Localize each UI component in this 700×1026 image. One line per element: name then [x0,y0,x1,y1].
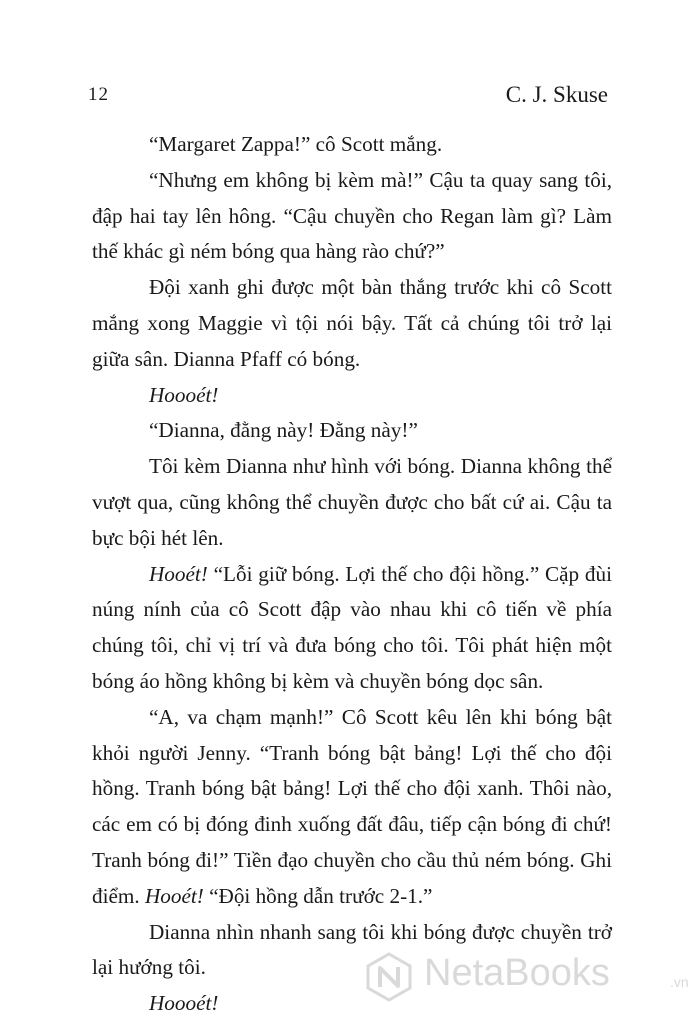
page-number: 12 [88,84,109,105]
paragraph [92,557,612,700]
page-header [0,82,700,112]
text-segment-italic: Hooét! [144,883,204,908]
paragraph [92,378,612,414]
paragraph [92,127,612,163]
watermark-brand-text: NetaBooks [424,952,610,994]
paragraph [92,270,612,377]
paragraph [92,413,612,449]
text-segment: “A, va chạm mạnh!” Cô Scott kêu lên khi bóng bật khỏi người Jenny. “Tranh bóng bật bảng! Lợi thế cho đội hồng. Tranh bóng bật bảng! Lợi thế cho đội xanh. Thôi nào, các em có bị đóng đinh xuống đất đâu, tiếp cận bóng đi chứ! Tranh bóng đi!” Tiền đạo chuyền cho cầu thủ ném bóng. Ghi điểm. [92,704,612,908]
paragraph [92,449,612,556]
text-segment: Dianna nhìn nhanh sang tôi khi bóng được chuyền trở lại hướng tôi. [92,919,612,980]
watermark-tld-text: .vn [670,974,689,990]
text-segment-italic: Hooét! [149,561,208,586]
paragraph [92,163,612,270]
text-segment: “Lỗi giữ bóng. Lợi thế cho đội hồng.” Cặp đùi núng nính của cô Scott đập vào nhau khi cô tiến về phía chúng tôi, chỉ vị trí và đưa bóng cho tôi. Tôi phát hiện một bóng áo hồng không bị kèm và chuyền bóng dọc sân. [92,561,612,693]
text-segment: “Margaret Zappa!” cô Scott mắng. [149,132,443,156]
text-segment: “Dianna, đằng này! Đằng này!” [149,418,418,443]
netabooks-watermark [358,946,688,1006]
paragraph [92,700,612,915]
running-head-author: C. J. Skuse [505,82,608,107]
text-segment: Tôi kèm Dianna như hình với bóng. Dianna không thể vượt qua, cũng không thể chuyền được cho bất cứ ai. Cậu ta bực bội hét lên. [92,454,612,550]
text-segment-italic: Hoooét! [149,382,219,407]
netabooks-logo-icon [364,952,414,1002]
body-text [92,127,612,1022]
text-segment: Đội xanh ghi được một bàn thắng trước khi cô Scott mắng xong Maggie vì tội nói bậy. Tất cả chúng tôi trở lại giữa sân. Dianna Pfaff có bóng. [92,275,612,371]
text-segment: “Nhưng em không bị kèm mà!” Cậu ta quay sang tôi, đập hai tay lên hông. “Cậu chuyền cho Regan làm gì? Làm thế khác gì ném bóng qua hàng rào chứ?” [92,167,612,264]
text-segment-italic: Hoooét! [149,991,219,1016]
text-segment: “Đội hồng dẫn trước 2-1.” [203,883,433,908]
